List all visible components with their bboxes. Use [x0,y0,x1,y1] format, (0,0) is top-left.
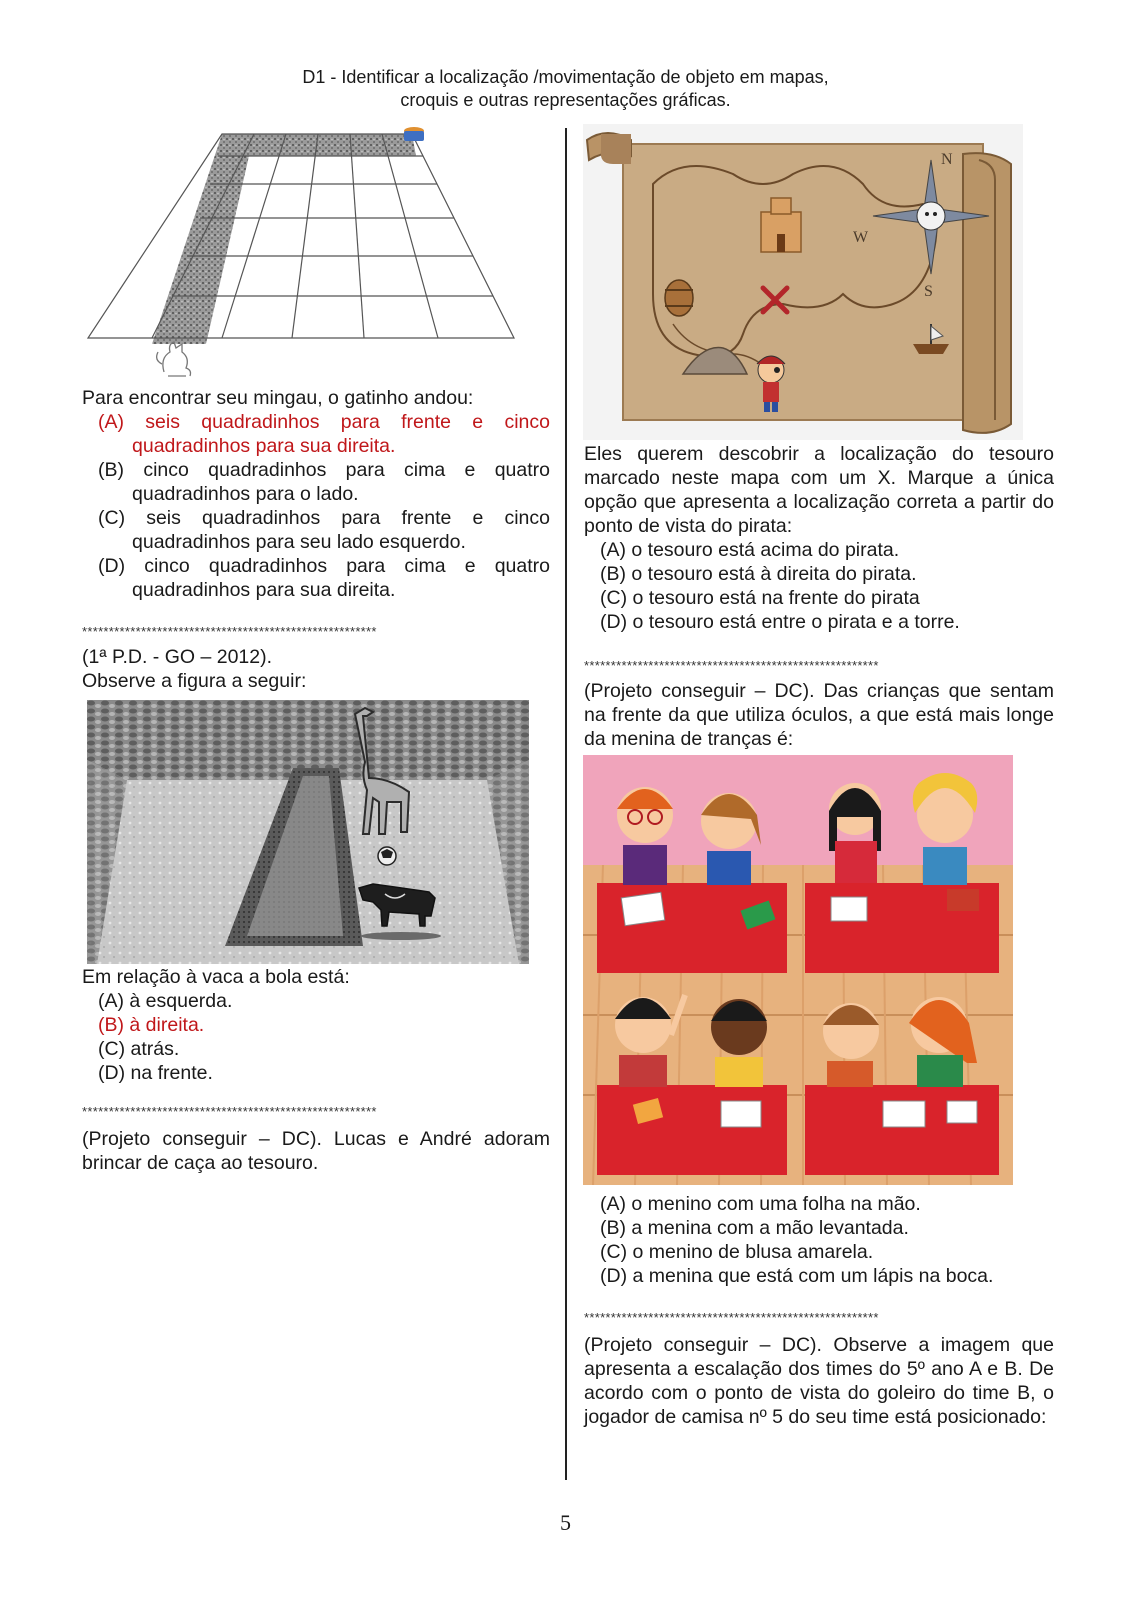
question-4-intro [584,679,1054,751]
question-1 [82,386,550,602]
classroom-figure [583,755,1013,1185]
separator: ******************************************************* [82,624,377,639]
bowl-icon [404,127,424,141]
compass-w-label: W [853,229,869,246]
q2-stem: Observe a figura a seguir: [82,670,307,692]
giraffe-cow-figure [87,700,529,964]
page-number: 5 [560,1510,571,1535]
separator: ******************************************************* [584,1310,879,1325]
q3-option-b[interactable]: (B) o tesouro está à direita do pirata. [600,563,917,585]
separator: ******************************************************* [82,1104,377,1119]
treasure-map-figure [583,124,1023,440]
q1-option-a[interactable]: (A) seis quadradinhos para frente e cinco quadradinhos para sua direita. [98,411,550,457]
question-2-intro [82,645,550,693]
separator: ******************************************************* [584,658,879,673]
q3-cont-stem: Eles querem descobrir a localização do tesouro marcado neste mapa com um X. Marque a única opção que apresenta a localização correta a partir do ponto de vista do pirata: [584,443,1054,537]
q2-option-b[interactable]: (B) à direita. [98,1014,205,1036]
question-4 [584,1192,1054,1288]
compass-s-label: S [924,283,933,300]
q4-option-c[interactable]: (C) o menino de blusa amarela. [600,1241,874,1263]
q1-stem: Para encontrar seu mingau, o gatinho andou: [82,387,474,409]
q1-option-c[interactable]: (C) seis quadradinhos para frente e cinco quadradinhos para seu lado esquerdo. [98,507,550,553]
q5-stem: (Projeto conseguir – DC). Observe a imagem que apresenta a escalação dos times do 5º ano A e B. De acordo com o ponto de vista do goleiro do time B, o jogador de camisa nº 5 do seu time está posicionado: [584,1334,1054,1428]
page-header [0,66,1131,112]
q2-option-d[interactable]: (D) na frente. [98,1062,213,1084]
q3-option-d[interactable]: (D) o tesouro está entre o pirata e a torre. [600,611,960,633]
question-3-intro [82,1127,550,1175]
q2-prompt: Em relação à vaca a bola está: [82,966,350,988]
grid-figure [82,126,542,384]
q2-source: (1ª P.D. - GO – 2012). [82,646,273,668]
q1-option-d[interactable]: (D) cinco quadradinhos para cima e quatro quadradinhos para sua direita. [98,555,550,601]
question-5 [584,1333,1054,1429]
barrel-icon [665,280,693,316]
q3-option-a[interactable]: (A) o tesouro está acima do pirata. [600,539,900,561]
q2-option-a[interactable]: (A) à esquerda. [98,990,233,1012]
column-divider [565,128,567,1480]
q4-option-a[interactable]: (A) o menino com uma folha na mão. [600,1193,921,1215]
q4-option-d[interactable]: (D) a menina que está com um lápis na boca. [600,1265,994,1287]
q2-option-c[interactable]: (C) atrás. [98,1038,180,1060]
question-3 [584,442,1054,634]
q3-stem: (Projeto conseguir – DC). Lucas e André adoram brincar de caça ao tesouro. [82,1128,550,1174]
compass-n-label: N [941,151,953,168]
q3-option-c[interactable]: (C) o tesouro está na frente do pirata [600,587,920,609]
header-line-2: croquis e outras representações gráficas. [400,90,731,110]
ball-icon [378,847,396,865]
q4-option-b[interactable]: (B) a menina com a mão levantada. [600,1217,909,1239]
q1-option-b[interactable]: (B) cinco quadradinhos para cima e quatro quadradinhos para o lado. [98,459,550,505]
question-2 [82,965,550,1085]
cat-icon [157,342,191,376]
header-line-1: D1 - Identificar a localização /movimentação de objeto em mapas, [302,67,829,87]
q4-stem: (Projeto conseguir – DC). Das crianças que sentam na frente da que utiliza óculos, a que está mais longe da menina de tranças é: [584,680,1054,750]
